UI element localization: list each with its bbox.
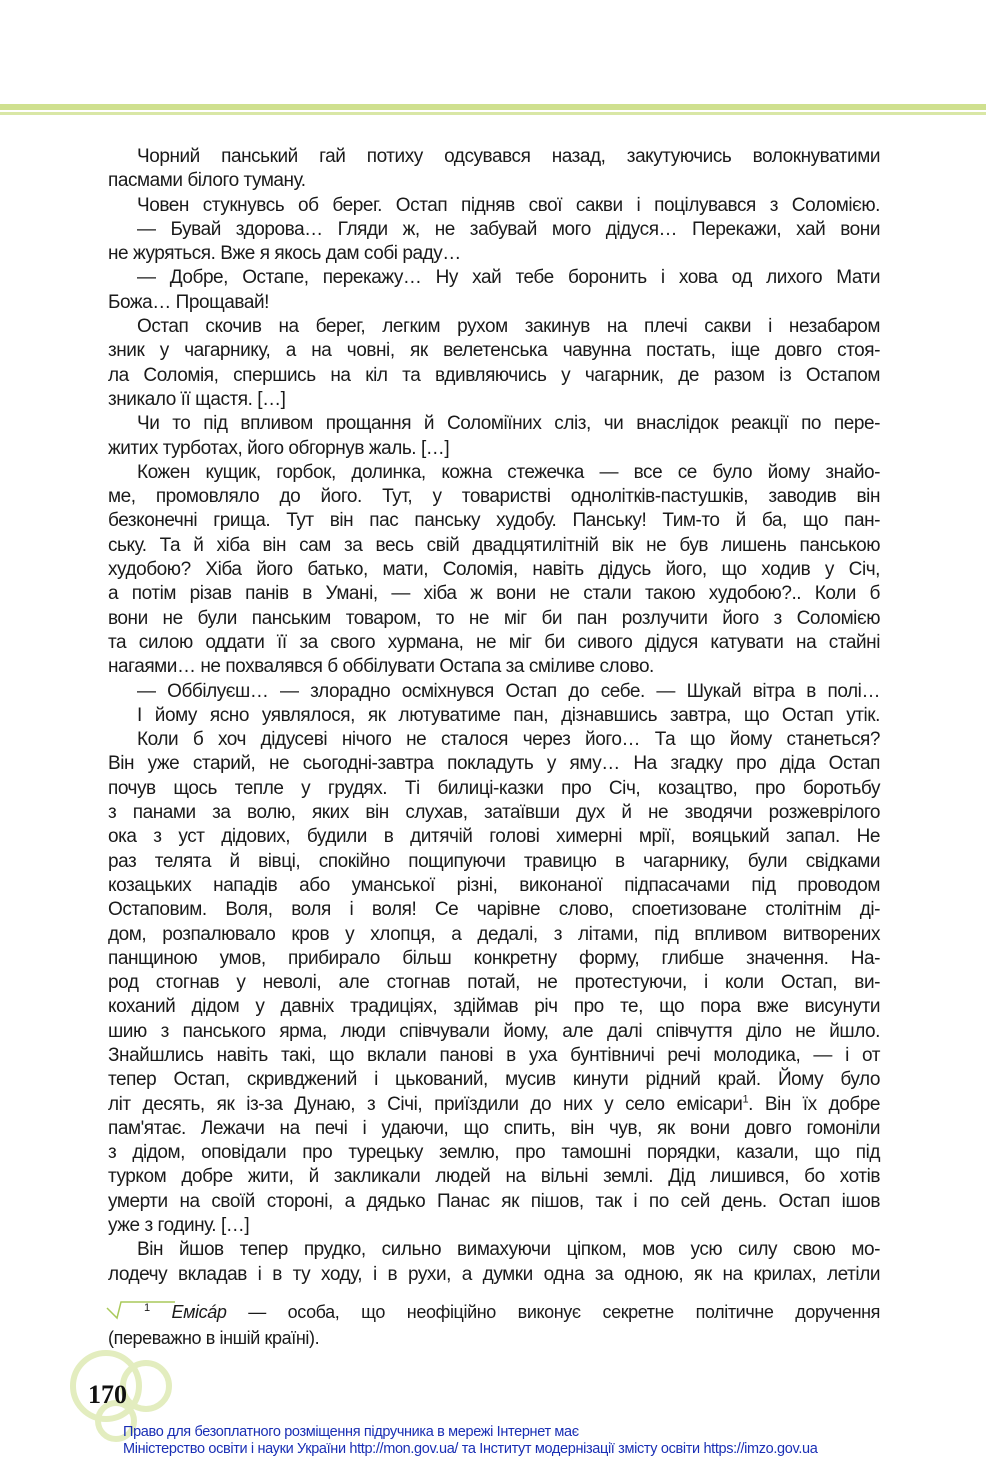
text-line — [108, 558, 880, 582]
text-line — [108, 582, 880, 606]
text-line — [108, 291, 880, 315]
text-line — [108, 412, 880, 436]
text-line — [108, 1238, 880, 1262]
text-line-content: Остаповим. Воля, воля і воля! Се чарівне слово, споетизоване столітнім ді- — [108, 899, 880, 921]
text-line-content: Остап скочив на берег, легким рухом закинув на плечі сакви і незабаром — [137, 316, 880, 338]
body-text — [108, 145, 880, 1287]
text-line — [108, 898, 880, 922]
text-line-content: дом, розпалювало кров у хлопця, а дедалі, з літами, під впливом витворених — [108, 923, 880, 945]
text-line — [108, 169, 880, 193]
text-line-content: ока з уст дідових, будили в дитячій голові химерні мрії, вояцький запал. Не — [108, 826, 880, 848]
text-line — [108, 1117, 880, 1141]
text-line — [108, 1020, 880, 1044]
text-line-content: пасмами білого туману. — [108, 170, 306, 192]
text-line-content: Чи то під впливом прощання й Соломіїних сліз, чи внаслідок реакції по пере- — [137, 413, 880, 435]
text-line — [108, 509, 880, 533]
text-line-content: турком добре жити, й закликали людей на вільні землі. Дід лишився, бо хотів — [108, 1166, 880, 1188]
text-line — [108, 801, 880, 825]
text-line-content: — Добре, Остапе, перекажу… Ну хай тебе боронить і хова од лихого Мати — [137, 267, 880, 289]
text-line-content: зникало її щастя. […] — [108, 388, 286, 410]
text-line — [108, 1093, 880, 1117]
text-line-content: почув щось тепле у грудях. Ті билиці-казки про Січ, козацтво, про боротьбу — [108, 777, 880, 799]
text-line-content: панщиною умов, прибирало більш конкретну форму, глибше значення. На- — [108, 947, 880, 969]
text-line — [108, 752, 880, 776]
text-line-content: І йому ясно уявлялося, як лютуватиме пан, дізнавшись завтра, що Остап утік. — [137, 704, 880, 726]
text-line-content: Він уже старий, не сьогодні-завтра покладуть у яму… На згадку про діда Остап — [108, 753, 880, 775]
text-line-content: коханий дідом у давніх традиціях, здіймав річ про те, що пора вже висунути — [108, 996, 880, 1018]
text-line — [108, 1044, 880, 1068]
text-line — [108, 874, 880, 898]
text-line-content: безконечні грища. Тут він пас панську худобу. Панську! Тим-то й ба, що пан- — [108, 510, 880, 532]
text-line-content: худобою? Хіба його батько, мати, Соломія, навіть дідусь його, що ходив у Січ, — [108, 559, 880, 581]
text-line-content: уже з годину. […] — [108, 1215, 250, 1237]
text-line — [108, 1068, 880, 1092]
text-line-content: тепер Остап, скривджений і цькований, мусив кинути рідний край. Йому було — [108, 1069, 880, 1091]
text-line — [108, 777, 880, 801]
text-line-content: — Бувай здорова… Гляди ж, не забувай мого дідуся… Перекажи, хай вони — [137, 218, 880, 240]
text-line — [108, 437, 880, 461]
text-line — [108, 1141, 880, 1165]
text-line — [108, 339, 880, 363]
text-line-content: ла Соломія, спершись на кіл та вдивляючись у чагарник, де разом із Остапом — [108, 364, 880, 386]
text-line — [108, 266, 880, 290]
text-line — [108, 1263, 880, 1287]
text-line — [108, 947, 880, 971]
text-line-content: лодечу вкладав і в ту ходу, і в рухи, а думки одна за одною, як на крилах, летіли — [108, 1263, 880, 1285]
footnote-term: Емісáр — [171, 1302, 227, 1322]
text-line — [108, 631, 880, 655]
text-line-content: — Оббілуєш… — злорадно осміхнувся Остап до себе. — Шукай вітра в полі… — [137, 680, 880, 702]
text-line — [108, 680, 880, 704]
text-line — [108, 995, 880, 1019]
footer-rights-line-1: Право для безоплатного розміщення підручника в мережі Інтернет має — [123, 1424, 579, 1440]
text-line-content: пам'ятає. Лежачи на печі і удаючи, що спить, він чув, як вони довго гомоніли — [108, 1117, 880, 1139]
text-line — [108, 218, 880, 242]
text-line — [108, 923, 880, 947]
text-line — [108, 534, 880, 558]
text-line — [108, 194, 880, 218]
text-line-content: Знайшлись навіть такі, що вклали панові в уха бунтівничі речі молодика, — і от — [108, 1044, 880, 1066]
text-line — [108, 971, 880, 995]
page-number: 170 — [88, 1380, 127, 1409]
text-line-content: Чорний панський гай потиху одсувався назад, закутуючись волокнуватими — [137, 146, 880, 167]
text-line — [108, 850, 880, 874]
text-line — [108, 485, 880, 509]
text-line-content: ме, промовляло до його. Тут, у товаристві однолітків-пастушків, заводив він — [108, 486, 880, 508]
text-line — [108, 315, 880, 339]
text-line-content: житих турботах, його обгорнув жаль. […] — [108, 437, 450, 459]
text-line — [108, 825, 880, 849]
text-line — [108, 1190, 880, 1214]
text-line-content: . Він їх добре — [748, 1093, 880, 1115]
text-line-content: вони не були панським товаром, то не міг би пан розлучити його з Соломією — [108, 607, 880, 629]
text-line-content: умерти на своїй стороні, а дядько Панас як пішов, так і по сей день. Остап ішов — [108, 1190, 880, 1212]
text-line-content: нагаями… не похвалявся б оббілувати Остапа за сміливе слово. — [108, 656, 654, 678]
text-line-content: з панами за волю, яких він слухав, затаївши дух й не зводячи розжеврілого — [108, 802, 880, 824]
text-line-content: Він йшов тепер прудко, сильно вимахуючи ціпком, мов усю силу свою мо- — [137, 1239, 880, 1261]
footnote-line-1 — [108, 1300, 880, 1324]
text-line — [108, 1214, 880, 1238]
text-line — [108, 242, 880, 266]
text-line-content: Божа… Прощавай! — [108, 291, 269, 313]
text-line — [108, 461, 880, 485]
text-line — [108, 364, 880, 388]
text-line — [108, 1165, 880, 1189]
text-line-content: Кожен кущик, горбок, долинка, кожна стежечка — все се було йому знайо- — [137, 461, 880, 483]
text-line-content: з дідом, оповідали про турецьку землю, про тамошні порядки, казали, що під — [108, 1142, 880, 1164]
footnote-reference[interactable]: 1 — [742, 1093, 749, 1106]
footnote-number: 1 — [144, 1302, 150, 1314]
text-line-content: Коли б хоч дідусеві нічого не сталося через його… Та що йому станеться? — [137, 729, 880, 751]
text-line-content: зник у чагарнику, а на човні, як велетенська чавунна постать, іще довго стоя- — [108, 340, 880, 362]
header-rule-thin — [0, 112, 986, 115]
text-line-content: род стогнав у неволі, але стогнав потай, не протестуючи, і коли Остап, ви- — [108, 972, 880, 994]
text-line-content: та силою оддати її за свого хурмана, не міг би сивого дідуся катувати на стайні — [108, 631, 880, 653]
text-line-content: Човен стукнувсь об берег. Остап підняв свої сакви і поцілувався з Соломією. — [137, 194, 880, 216]
text-line — [108, 388, 880, 412]
text-line-content: ську. Та й хіба він сам за весь свій двадцятилітній вік не був лишень панською — [108, 534, 880, 556]
text-line — [108, 145, 880, 169]
text-line-content: раз телята й вівці, спокійно пощипуючи травицю в чагарнику, були свідками — [108, 850, 880, 872]
text-line-content: а потім різав панів в Умані, — хіба ж вони не стали такою худобою?.. Коли б — [108, 583, 880, 605]
text-line-content: шию з панського ярма, люди співчували йому, але далі співчуття діло не йшло. — [108, 1020, 880, 1042]
footnote-definition: — особа, що неофіційно виконує секретне політичне доручення — [226, 1302, 880, 1322]
text-line — [108, 607, 880, 631]
text-line — [108, 655, 880, 679]
footer-rights-line-2: Міністерство освіти і науки України http://mon.gov.ua/ та Інститут модернізації змісту освіти https://imzo.gov.ua — [123, 1441, 818, 1457]
text-line-content: не журяться. Вже я якось дам собі раду… — [108, 243, 461, 265]
footnote-line-2: (переважно в іншій країні). — [108, 1328, 320, 1348]
header-rule-thick — [0, 104, 986, 110]
text-line — [108, 728, 880, 752]
text-line-content: літ десять, як із-за Дунаю, з Січі, приїздили до них у село емісари — [108, 1093, 743, 1115]
text-line-content: козацьких нападів або уманської різні, виконаної підпасачами під проводом — [108, 874, 880, 896]
text-line — [108, 704, 880, 728]
